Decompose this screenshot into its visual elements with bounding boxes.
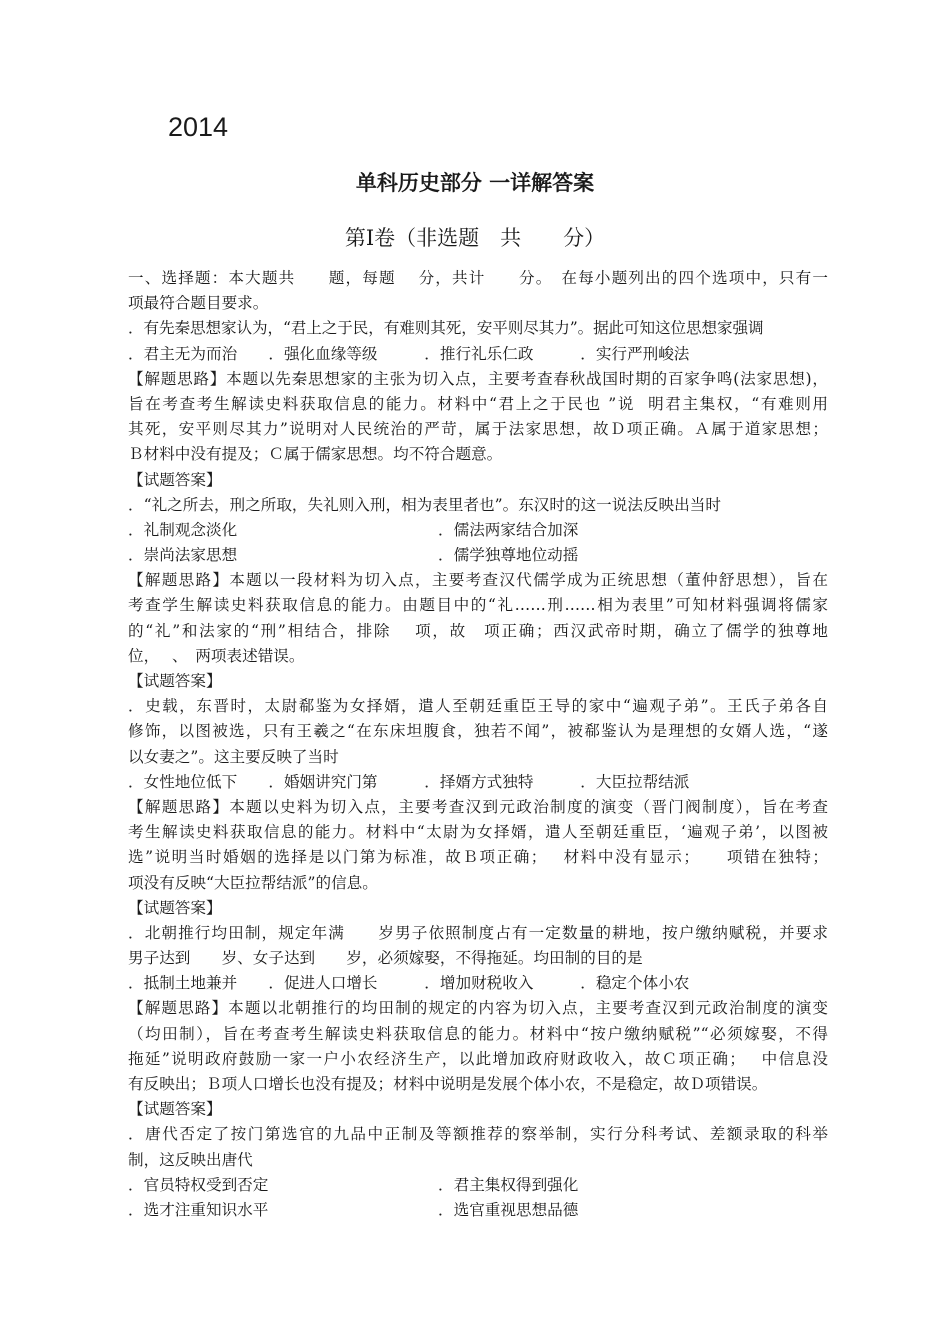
question-2-analysis-line: 【解题思路】本题以一段材料为切入点，主要考查汉代儒学成为正统思想（董仲舒思想），旨在 — [128, 571, 828, 590]
document-title: 单科历史部分 一详解答案 — [355, 171, 595, 195]
question-4-analysis-line: 有反映出；Ｂ项人口增长也没有提及；材料中说明是发展个体小农，不是稳定，故Ｄ项错误。 — [128, 1075, 768, 1093]
question-4-answer-label: 【试题答案】 — [128, 1100, 222, 1119]
option-b: ．儒法两家结合加深 — [438, 520, 579, 539]
question-3-analysis-line: 考生解读史料获取信息的能力。材料中“太尉为女择婿，遣人至朝廷重臣，‘遍观子弟’，以图被 — [128, 823, 828, 842]
question-2-stem: ．“礼之所去，刑之所取，失礼则入刑，相为表里者也”。东汉时的这一说法反映出当时 — [128, 495, 721, 514]
intro-line: 项最符合题目要求。 — [128, 294, 269, 313]
option-a: ．官员特权受到否定 — [128, 1175, 269, 1194]
option-c: ．选才注重知识水平 — [128, 1200, 269, 1219]
intro-line: 一、选择题：本大题共 题，每题 分，共计 分。 在每小题列出的四个选项中，只有一 — [128, 269, 828, 287]
section-subtitle: 第Ⅰ卷（非选题 共 分） — [344, 226, 606, 250]
question-4-analysis-line: （均田制），旨在考查考生解读史料获取信息的能力。材料中“按户缴纳赋税”“必须嫁娶，不得 — [128, 1024, 828, 1043]
question-4-analysis-line: 拖延”说明政府鼓励一家一户小农经济生产，以此增加政府财政收入，故Ｃ项正确； 中信息没 — [128, 1049, 828, 1068]
question-4-analysis-line: 【解题思路】本题以北朝推行的均田制的规定的内容为切入点，主要考查汉到元政治制度的演变 — [128, 999, 828, 1018]
question-1-options: ．君主无为而治 ．强化血缘等级 ．推行礼乐仁政 ．实行严刑峻法 — [128, 344, 690, 363]
option-b: ．君主集权得到强化 — [438, 1175, 579, 1194]
question-5-options-row — [128, 1173, 828, 1198]
document-body — [128, 266, 828, 1223]
question-3-stem-line: 修饰，以图被选，只有王羲之“在东床坦腹食，独若不闻”，被郗鉴认为是理想的女婿人选，“遂 — [128, 722, 828, 741]
question-2-analysis-line: 考查学生解读史料获取信息的能力。由题目中的“礼……刑……相为表里”可知材料强调将儒家 — [128, 596, 828, 615]
question-1-answer-label: 【试题答案】 — [128, 470, 222, 489]
question-3-analysis-line: 选”说明当时婚姻的选择是以门第为标准，故Ｂ项正确； 材料中没有显示； 项错在独特； — [128, 848, 828, 867]
question-4-stem-line: ．北朝推行均田制，规定年满 岁男子依照制度占有一定数量的耕地，按户缴纳赋税，并要求 — [128, 923, 828, 942]
question-5-options-row — [128, 1198, 828, 1223]
option-a: ．礼制观念淡化 — [128, 520, 238, 539]
exam-year: 2014 — [168, 112, 229, 142]
question-3-analysis-line: 项没有反映“大臣拉帮结派”的信息。 — [128, 873, 378, 892]
question-2-options-row — [128, 543, 828, 568]
question-1-analysis-line: 其死，安平则尽其力”说明对人民统治的严苛，属于法家思想，故Ｄ项正确。Ａ属于道家思想； — [128, 420, 828, 439]
question-2-answer-label: 【试题答案】 — [128, 672, 222, 690]
question-1-stem: ．有先秦思想家认为，“君上之于民，有难则其死，安平则尽其力”。据此可知这位思想家强调 — [128, 319, 764, 338]
question-3-analysis-line: 【解题思路】本题以史料为切入点，主要考查汉到元政治制度的演变（晋门阀制度），旨在考查 — [128, 797, 828, 816]
question-5-stem-line: 制，这反映出唐代 — [128, 1150, 253, 1169]
question-2-analysis-line: 的“礼”和法家的“刑”相结合，排除 项，故 项正确；西汉武帝时期，确立了儒学的独尊地 — [128, 621, 828, 640]
question-1-analysis-line: 【解题思路】本题以先秦思想家的主张为切入点，主要考查春秋战国时期的百家争鸣(法家思想)， — [128, 369, 828, 388]
question-3-options: ．女性地位低下 ．婚姻讲究门第 ．择婿方式独特 ．大臣拉帮结派 — [128, 772, 690, 791]
question-1-analysis-line: 旨在考查考生解读史料获取信息的能力。材料中“君上之于民也 ”说 明君主集权，“有难则用 — [128, 394, 828, 413]
question-1-analysis-line: Ｂ材料中没有提及；Ｃ属于儒家思想。均不符合题意。 — [128, 445, 503, 464]
question-3-stem-line: ．史载，东晋时，太尉郗鉴为女择婿，遣人至朝廷重臣王导的家中“遍观子弟”。王氏子弟各自 — [128, 697, 828, 716]
question-2-options-row — [128, 518, 828, 543]
option-d: ．选官重视思想品德 — [438, 1200, 579, 1219]
question-3-answer-label: 【试题答案】 — [128, 898, 222, 917]
question-3-stem-line: 以女妻之”。这主要反映了当时 — [128, 747, 339, 766]
question-5-stem-line: ．唐代否定了按门第选官的九品中正制及等额推荐的察举制，实行分科考试、差额录取的科举 — [128, 1125, 828, 1144]
question-4-stem-line: 男子达到 岁、女子达到 岁，必须嫁娶，不得拖延。均田制的目的是 — [128, 949, 643, 968]
question-4-options: ．抵制土地兼并 ．促进人口增长 ．增加财税收入 ．稳定个体小农 — [128, 974, 690, 993]
question-2-analysis-line: 位， 、 两项表述错误。 — [128, 646, 305, 665]
option-c: ．崇尚法家思想 — [128, 546, 238, 565]
option-d: ．儒学独尊地位动摇 — [438, 546, 579, 565]
